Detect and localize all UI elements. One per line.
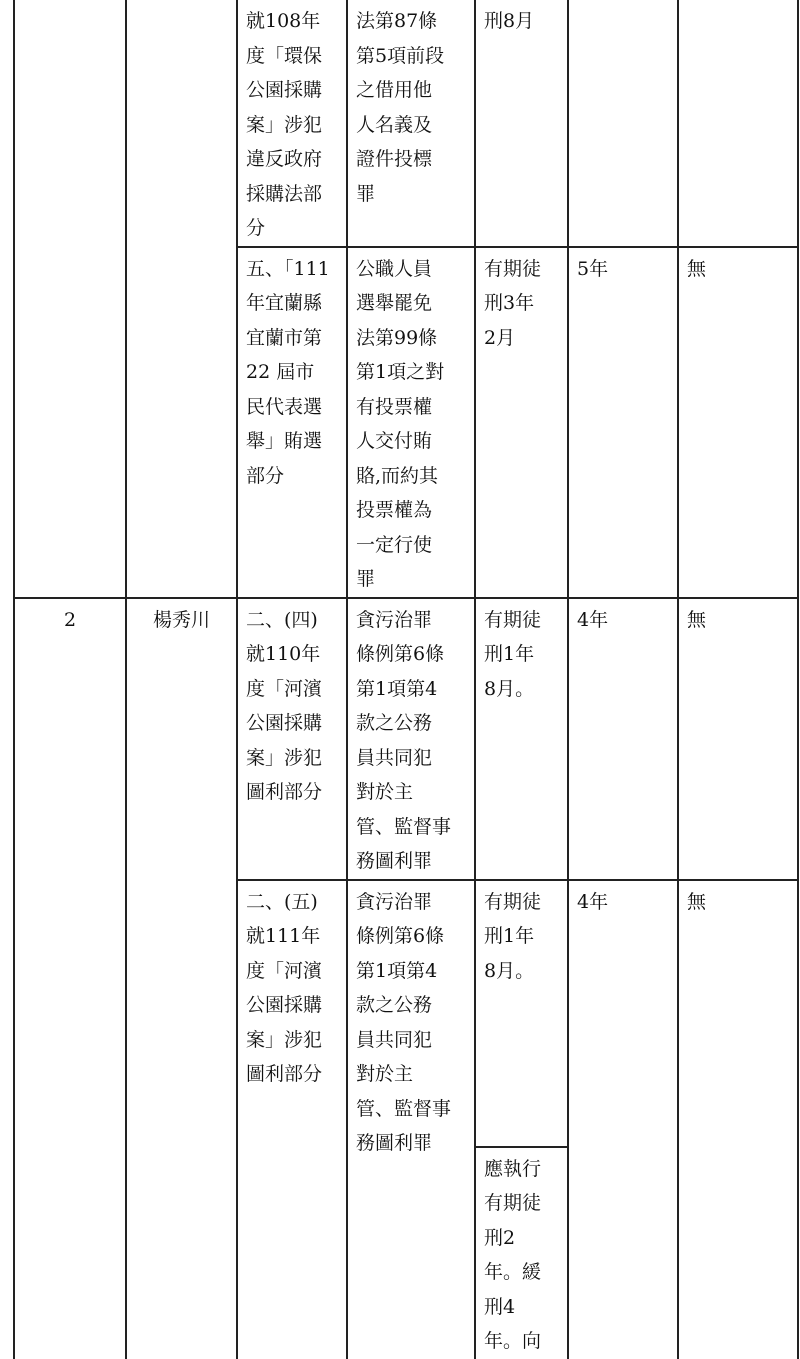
probation-cell: 4年 (568, 598, 678, 880)
crime-cell: 貪污治罪 條例第6條 第1項第4 款之公務 員共同犯 對於主 管、監督事 務圖利罪 (347, 880, 475, 1359)
judgment-table (13, 0, 799, 1359)
defendant-no-cell (14, 0, 126, 598)
note-cell: 無 (678, 598, 798, 880)
case-cell: 二、(五) 就111年 度「河濱 公園採購 案」涉犯 圖利部分 (237, 880, 347, 1359)
probation-cell: 5年 (568, 247, 678, 598)
case-cell: 五、「111 年宜蘭縣 宜蘭市第 22 屆市 民代表選 舉」賄選 部分 (237, 247, 347, 598)
note-cell (678, 0, 798, 247)
note-cell: 無 (678, 247, 798, 598)
crime-cell: 貪污治罪 條例第6條 第1項第4 款之公務 員共同犯 對於主 管、監督事 務圖利罪 (347, 598, 475, 880)
probation-cell: 4年 (568, 880, 678, 1359)
sentence-cell: 有期徒 刑1年 8月。 (475, 598, 568, 880)
note-cell: 無 (678, 880, 798, 1359)
crime-cell: 法第87條 第5項前段 之借用他 人名義及 證件投標 罪 (347, 0, 475, 247)
crime-cell: 公職人員 選舉罷免 法第99條 第1項之對 有投票權 人交付賄 賂,而約其 投票權為 一定行使 罪 (347, 247, 475, 598)
case-cell: 二、(四) 就110年 度「河濱 公園採購 案」涉犯 圖利部分 (237, 598, 347, 880)
sentence-cell: 刑8月 (475, 0, 568, 247)
table-row (14, 598, 798, 880)
table-row (14, 0, 798, 247)
probation-cell (568, 0, 678, 247)
sentence-cell: 有期徒 刑1年 8月。 (475, 880, 568, 1147)
case-cell: 就108年 度「環保 公園採購 案」涉犯 違反政府 採購法部 分 (237, 0, 347, 247)
sentence-cell: 應執行 有期徒 刑2 年。緩 刑4 年。向 (475, 1147, 568, 1359)
defendant-name-cell (126, 0, 237, 598)
defendant-no-cell: 2 (14, 598, 126, 1359)
defendant-name-cell: 楊秀川 (126, 598, 237, 1359)
sentence-cell: 有期徒 刑3年 2月 (475, 247, 568, 598)
